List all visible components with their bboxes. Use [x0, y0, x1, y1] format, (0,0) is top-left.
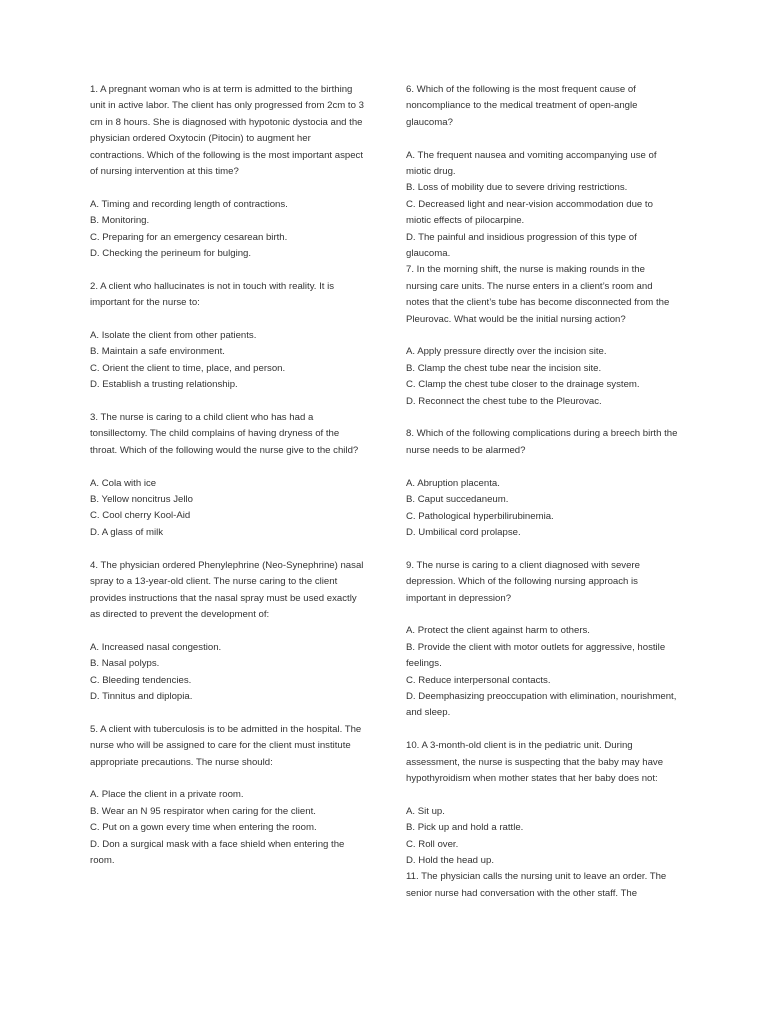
answer-option: D. Hold the head up. — [406, 854, 495, 866]
answer-option: A. Isolate the client from other patients. — [90, 330, 257, 342]
question-stem: 8. Which of the following complications during a breech birth the nurse needs to be alarmed? — [406, 428, 678, 456]
question-stem: 6. Which of the following is the most frequent cause of noncompliance to the medical treatment of open-angle glaucoma? — [406, 84, 638, 128]
question-stem: 10. A 3-month-old client is in the pediatric unit. During assessment, the nurse is suspecting that the baby may have hypothyroidism when mother states that her baby does not: — [406, 740, 664, 784]
answer-option: C. Pathological hyperbilirubinemia. — [406, 510, 554, 522]
question-11 — [406, 869, 678, 902]
question-stem: 4. The physician ordered Phenylephrine (Neo-Synephrine) nasal spray to a 13-year-old client. The nurse caring to the client provides instructions that the nasal spray must be used exactly as directed to prevent the development of: — [90, 559, 364, 620]
answer-option: A. Apply pressure directly over the incision site. — [406, 346, 607, 358]
question-stem: 1. A pregnant woman who is at term is admitted to the birthing unit in active labor. The client has only progressed from 2cm to 3 cm in 8 hours. She is diagnosed with hypotonic dystocia and the physician ordered Oxytocin (Pitocin) to augment her contractions. Which of the following is the most important aspect of nursing intervention at this time? — [90, 84, 364, 178]
answer-option: A. Increased nasal congestion. — [90, 641, 222, 653]
question-stem: 11. The physician calls the nursing unit to leave an order. The senior nurse had conversation with the other staff. The — [406, 871, 667, 899]
answer-option: C. Clamp the chest tube closer to the drainage system. — [406, 379, 640, 391]
answer-option: C. Decreased light and near-vision accommodation due to miotic effects of pilocarpine. — [406, 198, 653, 227]
right-column — [406, 82, 678, 902]
answer-option: D. Don a surgical mask with a face shield when entering the room. — [90, 838, 345, 866]
question-3 — [90, 410, 365, 541]
question-2 — [90, 279, 365, 394]
question-8 — [406, 426, 678, 541]
answer-option: C. Put on a gown every time when entering the room. — [90, 822, 317, 834]
answer-option: C. Bleeding tendencies. — [90, 674, 192, 686]
answer-options — [406, 623, 678, 721]
answer-option: C. Preparing for an emergency cesarean birth. — [90, 231, 288, 243]
answer-option: D. Reconnect the chest tube to the Pleurovac. — [406, 395, 602, 407]
answer-option: B. Monitoring. — [90, 215, 150, 227]
left-column — [90, 82, 365, 869]
answer-options — [90, 787, 365, 869]
answer-option: B. Pick up and hold a rattle. — [406, 822, 524, 834]
answer-option: C. Roll over. — [406, 838, 459, 850]
answer-options — [406, 476, 678, 542]
answer-option: D. Umbilical cord prolapse. — [406, 526, 521, 538]
answer-options — [90, 640, 365, 706]
answer-option: A. Abruption placenta. — [406, 477, 500, 489]
question-7 — [406, 262, 678, 410]
question-9 — [406, 558, 678, 722]
answer-option: B. Clamp the chest tube near the incision site. — [406, 362, 602, 374]
answer-option: D. Tinnitus and diplopia. — [90, 690, 193, 702]
answer-options — [90, 328, 365, 394]
answer-option: D. A glass of milk — [90, 526, 164, 538]
answer-option: B. Loss of mobility due to severe driving restrictions. — [406, 182, 628, 194]
answer-options — [90, 476, 365, 542]
answer-option: C. Orient the client to time, place, and person. — [90, 362, 286, 374]
answer-option: A. Place the client in a private room. — [90, 789, 244, 801]
answer-option: B. Caput succedaneum. — [406, 494, 509, 506]
answer-option: C. Reduce interpersonal contacts. — [406, 674, 551, 686]
question-4 — [90, 558, 365, 706]
answer-options — [90, 197, 365, 263]
question-stem: 5. A client with tuberculosis is to be admitted in the hospital. The nurse who will be assigned to care for the client must institute appropriate precautions. The nurse should: — [90, 723, 362, 768]
question-10 — [406, 738, 678, 869]
answer-option: B. Provide the client with motor outlets for aggressive, hostile feelings. — [406, 641, 666, 670]
answer-option: D. Establish a trusting relationship. — [90, 379, 238, 391]
question-6 — [406, 82, 678, 262]
answer-option: B. Wear an N 95 respirator when caring for the client. — [90, 805, 316, 817]
answer-option: B. Yellow noncitrus Jello — [90, 494, 193, 506]
answer-option: C. Cool cherry Kool-Aid — [90, 510, 191, 522]
answer-option: D. The painful and insidious progression of this type of glaucoma. — [406, 231, 637, 260]
answer-option: D. Checking the perineum for bulging. — [90, 248, 252, 260]
question-5 — [90, 722, 365, 870]
question-stem: 3. The nurse is caring to a child client who has had a tonsillectomy. The child complains of having dryness of the throat. Which of the following would the nurse give to the child? — [90, 412, 359, 456]
answer-options — [406, 804, 678, 870]
answer-option: A. Cola with ice — [90, 477, 157, 489]
question-stem: 9. The nurse is caring to a client diagnosed with severe depression. Which of the following nursing approach is important in depression? — [406, 559, 640, 604]
answer-option: B. Nasal polyps. — [90, 658, 160, 670]
question-1 — [90, 82, 365, 262]
answer-options — [406, 344, 678, 410]
answer-option: B. Maintain a safe environment. — [90, 346, 225, 358]
answer-option: A. The frequent nausea and vomiting accompanying use of miotic drug. — [406, 149, 657, 178]
answer-option: A. Sit up. — [406, 805, 445, 817]
question-stem: 7. In the morning shift, the nurse is making rounds in the nursing care units. The nurse enters in a client’s room and notes that the client’s tube has become disconnected from the Pleurovac. What would be the initial nursing action? — [406, 264, 670, 325]
question-stem: 2. A client who hallucinates is not in touch with reality. It is important for the nurse to: — [90, 280, 335, 309]
answer-option: A. Protect the client against harm to others. — [406, 625, 590, 637]
answer-options — [406, 148, 678, 263]
answer-option: A. Timing and recording length of contractions. — [90, 198, 288, 210]
answer-option: D. Deemphasizing preoccupation with elimination, nourishment, and sleep. — [406, 690, 677, 719]
